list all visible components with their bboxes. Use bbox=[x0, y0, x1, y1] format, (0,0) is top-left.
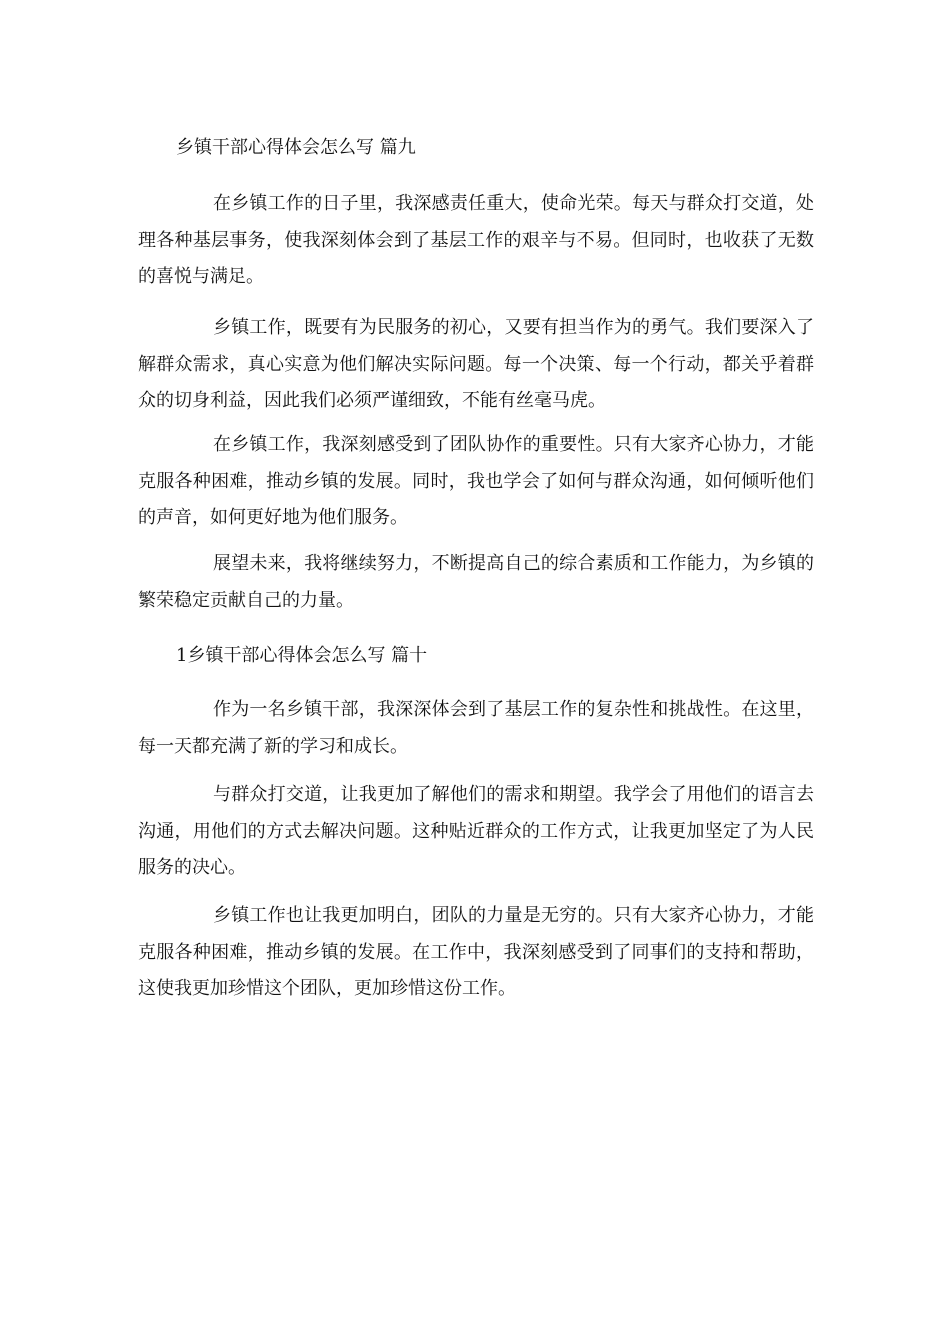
paragraph: 作为一名乡镇干部，我深深体会到了基层工作的复杂性和挑战性。在这里，每一天都充满了新的学习和成长。 bbox=[138, 699, 814, 757]
section-heading-10: 1乡镇干部心得体会怎么写 篇十 bbox=[176, 645, 428, 666]
section-heading-9: 乡镇干部心得体会怎么写 篇九 bbox=[176, 137, 416, 158]
paragraph: 与群众打交道，让我更加了解他们的需求和期望。我学会了用他们的语言去沟通，用他们的方式去解决问题。这种贴近群众的工作方式，让我更加坚定了为人民服务的决心。 bbox=[138, 784, 814, 878]
paragraph: 在乡镇工作，我深刻感受到了团队协作的重要性。只有大家齐心协力，才能克服各种困难，推动乡镇的发展。同时，我也学会了如何与群众沟通，如何倾听他们的声音，如何更好地为他们服务。 bbox=[138, 434, 814, 528]
paragraph: 展望未来，我将继续努力，不断提高自己的综合素质和工作能力，为乡镇的繁荣稳定贡献自己的力量。 bbox=[138, 553, 814, 611]
paragraph: 在乡镇工作的日子里，我深感责任重大，使命光荣。每天与群众打交道，处理各种基层事务，使我深刻体会到了基层工作的艰辛与不易。但同时，也收获了无数的喜悦与满足。 bbox=[138, 193, 814, 287]
paragraph: 乡镇工作，既要有为民服务的初心，又要有担当作为的勇气。我们要深入了解群众需求，真心实意为他们解决实际问题。每一个决策、每一个行动，都关乎着群众的切身利益，因此我们必须严谨细致，不能有丝毫马虎。 bbox=[138, 317, 814, 411]
paragraph: 乡镇工作也让我更加明白，团队的力量是无穷的。只有大家齐心协力，才能克服各种困难，推动乡镇的发展。在工作中，我深刻感受到了同事们的支持和帮助，这使我更加珍惜这个团队，更加珍惜这份工作。 bbox=[138, 905, 814, 999]
